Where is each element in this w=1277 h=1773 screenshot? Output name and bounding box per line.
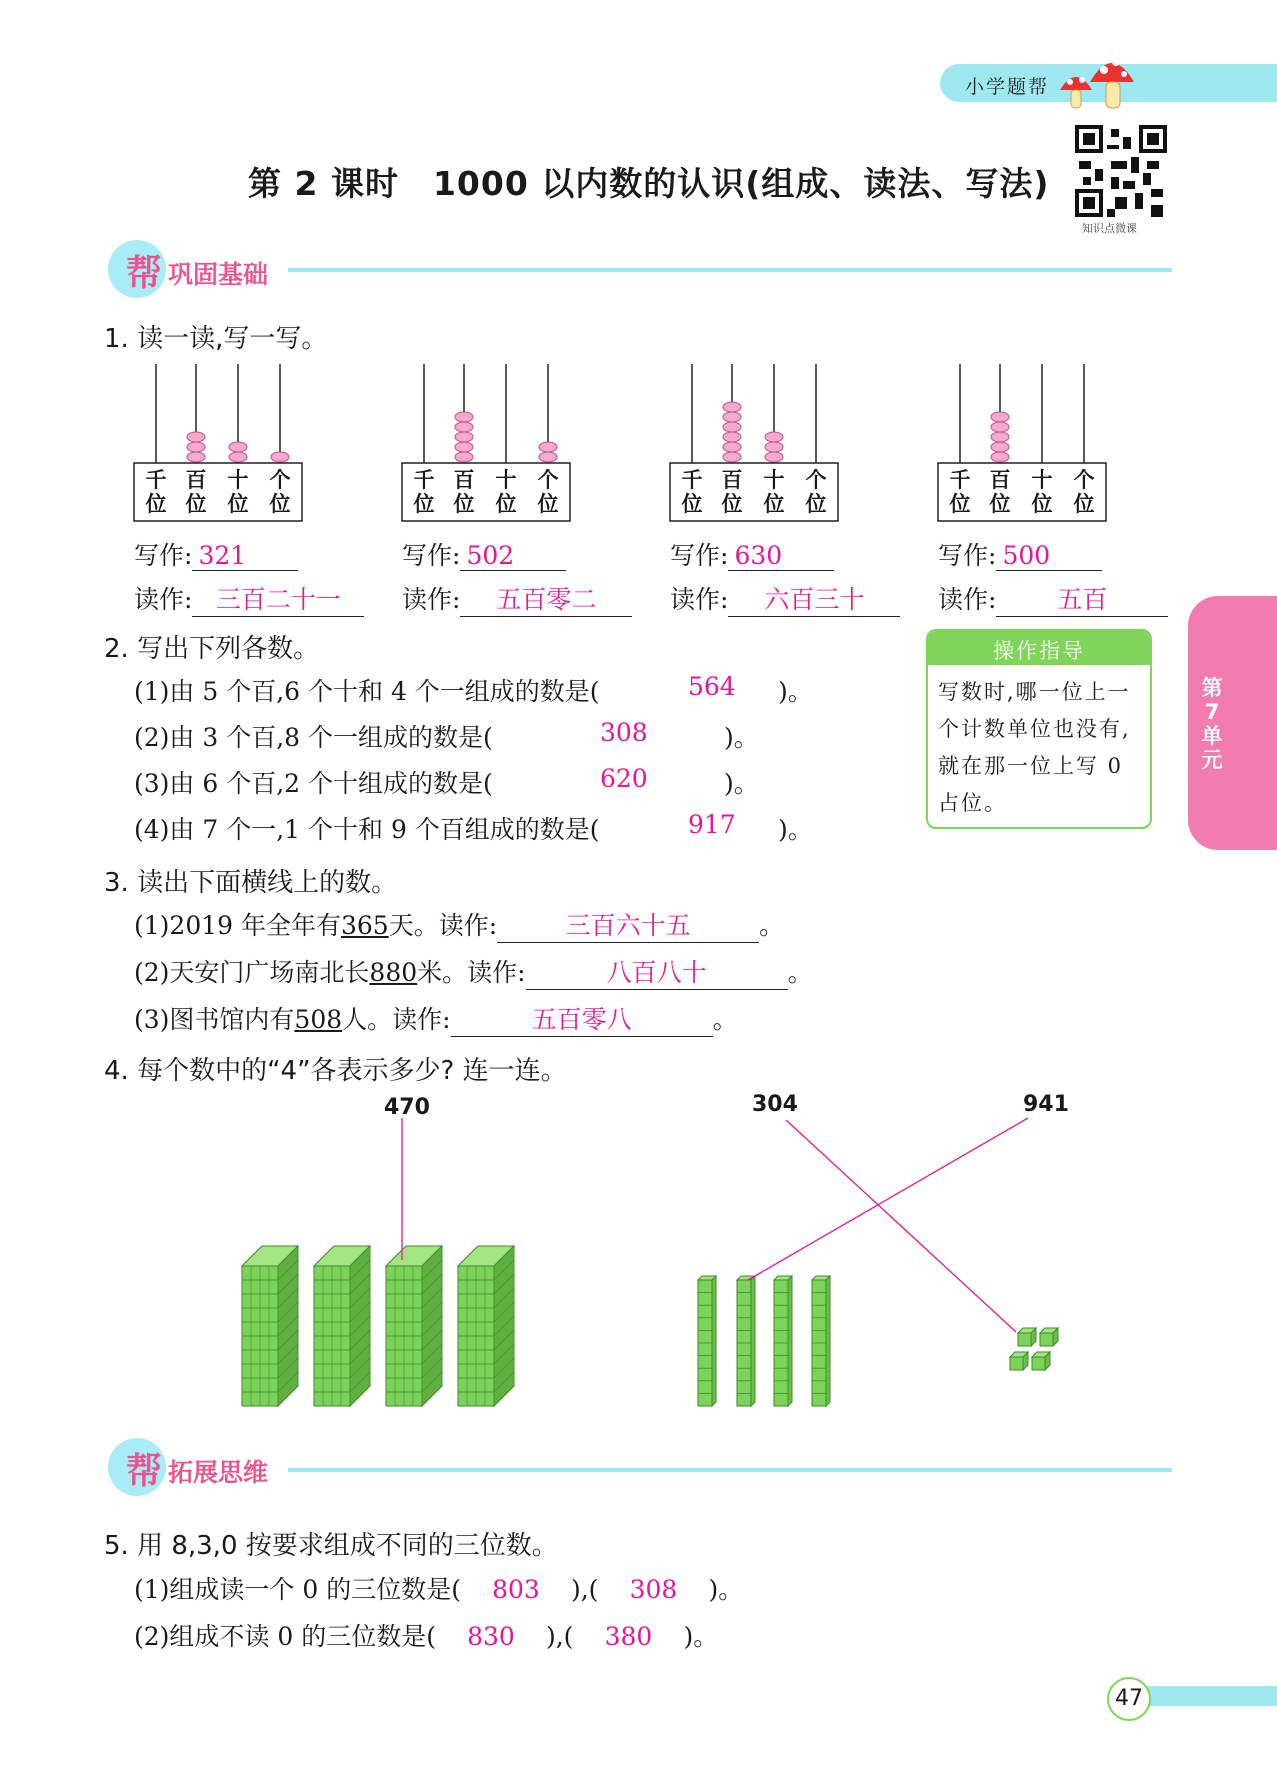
qr-code-icon (1075, 125, 1167, 217)
write-label: 写作: (938, 541, 997, 570)
abacus-bead (455, 412, 473, 422)
read-row (134, 580, 364, 617)
abacus-bead (723, 442, 741, 452)
hundreds-block (242, 1246, 298, 1406)
q1-prompt: 1. 读一读,写一写。 (104, 324, 328, 354)
q3-post: 人。读作: (342, 1005, 451, 1034)
q3-number: 365 (340, 911, 389, 940)
place-label (267, 468, 293, 516)
write-label: 写作: (402, 541, 461, 570)
q2-item-text: (3)由 6 个百,2 个十组成的数是( (134, 769, 493, 798)
hundreds-block (458, 1246, 514, 1406)
q5-answer: 308 (629, 1575, 678, 1604)
q2-answer: 917 (688, 810, 736, 839)
place-label (1029, 468, 1055, 516)
place-label-bottom: 位 (681, 492, 703, 516)
page-number: 47 (1107, 1677, 1151, 1721)
place-label-top: 百 (453, 468, 475, 492)
tens-rod (812, 1276, 830, 1406)
place-label-bottom: 位 (453, 492, 475, 516)
place-label-bottom: 位 (185, 492, 207, 516)
abacus-bead (991, 442, 1009, 452)
q3-number: 508 (294, 1005, 343, 1034)
place-label-bottom: 位 (989, 492, 1011, 516)
read-label: 读作: (134, 585, 193, 614)
written-answer: 630 (728, 541, 834, 571)
place-label (719, 468, 745, 516)
write-row (670, 536, 834, 572)
place-label-bottom: 位 (227, 492, 249, 516)
place-label-bottom: 位 (763, 492, 785, 516)
write-label: 写作: (134, 541, 193, 570)
abacus-bead (229, 452, 247, 462)
abacus-bead (455, 442, 473, 452)
q3-pre: (3)图书馆内有 (134, 1005, 295, 1034)
abacus-bead (765, 442, 783, 452)
place-label (761, 468, 787, 516)
brand-name: 小学题帮 (965, 76, 1050, 98)
q5-end: )。 (708, 1575, 744, 1604)
number-label-941: 941 (1023, 1092, 1069, 1117)
write-row (938, 536, 1102, 572)
read-label: 读作: (670, 585, 729, 614)
guide-box (926, 629, 1152, 829)
place-label (1071, 468, 1097, 516)
section-bang: 帮 (126, 253, 163, 294)
place-label-top: 十 (227, 468, 249, 492)
q2-item-end: )。 (778, 815, 813, 844)
write-row (134, 536, 298, 572)
place-label-bottom: 位 (145, 492, 167, 516)
write-label: 写作: (670, 541, 729, 570)
q2-answer: 620 (600, 764, 648, 793)
abacus-bead (455, 452, 473, 462)
lesson-title: 第 2 课时 1000 以内数的认识(组成、读法、写法) (248, 164, 1050, 203)
abacus-bead (229, 442, 247, 452)
abacus-bead (991, 432, 1009, 442)
abacus-bead (991, 412, 1009, 422)
ones-cube (1010, 1352, 1028, 1370)
section-title-extend: 拓展思维 (168, 1458, 269, 1487)
read-row (938, 580, 1168, 617)
guide-title: 操作指导 (993, 639, 1085, 663)
q2-item-end: )。 (724, 723, 759, 752)
place-label-top: 千 (145, 468, 167, 492)
q3-number: 880 (369, 958, 418, 987)
section-divider (288, 1468, 1172, 1472)
abacus-bead (991, 422, 1009, 432)
place-label (987, 468, 1013, 516)
abacus-bead (187, 442, 205, 452)
q2-prompt: 2. 写出下列各数。 (104, 634, 320, 664)
q3-end: 。 (787, 958, 813, 987)
mushroom-icon (1050, 44, 1150, 114)
q2-item-text: (4)由 7 个一,1 个十和 9 个百组成的数是( (134, 815, 600, 844)
ones-cube (1040, 1328, 1058, 1346)
place-label-top: 个 (1073, 468, 1095, 492)
abacus-bead (723, 432, 741, 442)
place-label-bottom: 位 (721, 492, 743, 516)
written-answer: 502 (460, 541, 566, 571)
abacus-bead (723, 452, 741, 462)
unit-tab-label: 第7单元 (1201, 676, 1223, 772)
place-label-bottom: 位 (269, 492, 291, 516)
number-label-304: 304 (752, 1092, 798, 1117)
abacus-bead (271, 452, 289, 462)
section-bang: 帮 (126, 1451, 163, 1492)
q5-answer: 803 (492, 1575, 540, 1604)
abacus-bead (539, 452, 557, 462)
q5-answer: 830 (467, 1622, 515, 1651)
place-label-bottom: 位 (537, 492, 559, 516)
place-label-bottom: 位 (495, 492, 517, 516)
abacus-bead (723, 402, 741, 412)
q5-end: )。 (683, 1622, 719, 1651)
place-label-top: 百 (989, 468, 1011, 492)
place-label-bottom: 位 (1073, 492, 1095, 516)
place-label (493, 468, 519, 516)
q3-prompt: 3. 读出下面横线上的数。 (104, 868, 398, 898)
ones-cube (1032, 1352, 1050, 1370)
place-label (535, 468, 561, 516)
read-answer: 五百 (996, 580, 1168, 617)
place-label-top: 个 (537, 468, 559, 492)
q3-answer: 三百六十五 (497, 906, 759, 943)
place-label-top: 个 (805, 468, 827, 492)
abacus-bead (455, 422, 473, 432)
place-label (947, 468, 973, 516)
place-label (411, 468, 437, 516)
place-label (803, 468, 829, 516)
q2-answer: 564 (688, 672, 736, 701)
q3-post: 米。读作: (417, 958, 526, 987)
abacus-bead (991, 452, 1009, 462)
abacus-bead (187, 452, 205, 462)
q5-mid: ),( (570, 1575, 599, 1604)
number-label-470: 470 (384, 1095, 430, 1120)
place-label (183, 468, 209, 516)
read-row (402, 580, 632, 617)
q5-item (134, 1570, 743, 1606)
q3-item (134, 1000, 738, 1037)
place-label-top: 千 (681, 468, 703, 492)
read-label: 读作: (402, 585, 461, 614)
q5-text: (1)组成读一个 0 的三位数是( (134, 1575, 461, 1604)
place-label-top: 十 (1031, 468, 1053, 492)
q2-item-end: )。 (778, 677, 813, 706)
abacus-bead (539, 442, 557, 452)
place-label (679, 468, 705, 516)
place-label (225, 468, 251, 516)
place-label-top: 十 (495, 468, 517, 492)
q5-item (134, 1617, 718, 1653)
q3-pre: (1)2019 年全年有 (134, 911, 341, 940)
read-answer: 三百二十一 (192, 580, 364, 617)
written-answer: 500 (996, 541, 1102, 571)
q3-end: 。 (712, 1005, 738, 1034)
place-label-top: 百 (721, 468, 743, 492)
read-answer: 五百零二 (460, 580, 632, 617)
tens-rod (774, 1276, 792, 1406)
read-label: 读作: (938, 585, 997, 614)
place-label-bottom: 位 (413, 492, 435, 516)
q5-text: (2)组成不读 0 的三位数是( (134, 1622, 436, 1651)
place-label-bottom: 位 (1031, 492, 1053, 516)
place-label-top: 百 (185, 468, 207, 492)
write-row (402, 536, 566, 572)
abacus-bead (723, 422, 741, 432)
q3-item (134, 906, 784, 943)
q5-prompt: 5. 用 8,3,0 按要求组成不同的三位数。 (104, 1531, 558, 1561)
q5-mid: ),( (545, 1622, 574, 1651)
q3-pre: (2)天安门广场南北长 (134, 958, 370, 987)
match-line (748, 1118, 1028, 1280)
q4-prompt: 4. 每个数中的“4”各表示多少? 连一连。 (104, 1056, 567, 1086)
hundreds-block (314, 1246, 370, 1406)
tens-rod (698, 1276, 716, 1406)
base-ten-blocks (0, 1100, 1277, 1420)
abacus-bead (765, 452, 783, 462)
abacus-bead (765, 432, 783, 442)
place-label-top: 个 (269, 468, 291, 492)
written-answer: 321 (192, 541, 298, 571)
q2-item-end: )。 (724, 769, 759, 798)
section-title-basic: 巩固基础 (168, 260, 269, 289)
abacus-bead (455, 432, 473, 442)
place-label (451, 468, 477, 516)
place-label-bottom: 位 (805, 492, 827, 516)
place-label-top: 千 (413, 468, 435, 492)
q2-answer: 308 (600, 718, 648, 747)
q3-answer: 五百零八 (451, 1000, 713, 1037)
guide-body: 写数时,哪一位上一个计数单位也没有,就在那一位上写 0 占位。 (938, 680, 1131, 815)
q3-answer: 八百八十 (526, 953, 788, 990)
abacus-bead (187, 432, 205, 442)
q2-item-text: (2)由 3 个百,8 个一组成的数是( (134, 723, 493, 752)
q5-answer: 380 (604, 1622, 653, 1651)
place-label (143, 468, 169, 516)
section-divider (288, 268, 1172, 272)
read-answer: 六百三十 (728, 580, 900, 617)
tens-rod (737, 1276, 755, 1406)
place-label-top: 十 (763, 468, 785, 492)
place-label-bottom: 位 (949, 492, 971, 516)
q3-end: 。 (759, 911, 785, 940)
hundreds-block (386, 1246, 442, 1406)
q2-item-text: (1)由 5 个百,6 个十和 4 个一组成的数是( (134, 677, 600, 706)
q3-item (134, 953, 813, 990)
abacus-bead (723, 412, 741, 422)
qr-caption: 知识点微课 (1082, 222, 1137, 235)
read-row (670, 580, 900, 617)
ones-cube (1018, 1328, 1036, 1346)
place-label-top: 千 (949, 468, 971, 492)
q3-post: 天。读作: (388, 911, 498, 940)
